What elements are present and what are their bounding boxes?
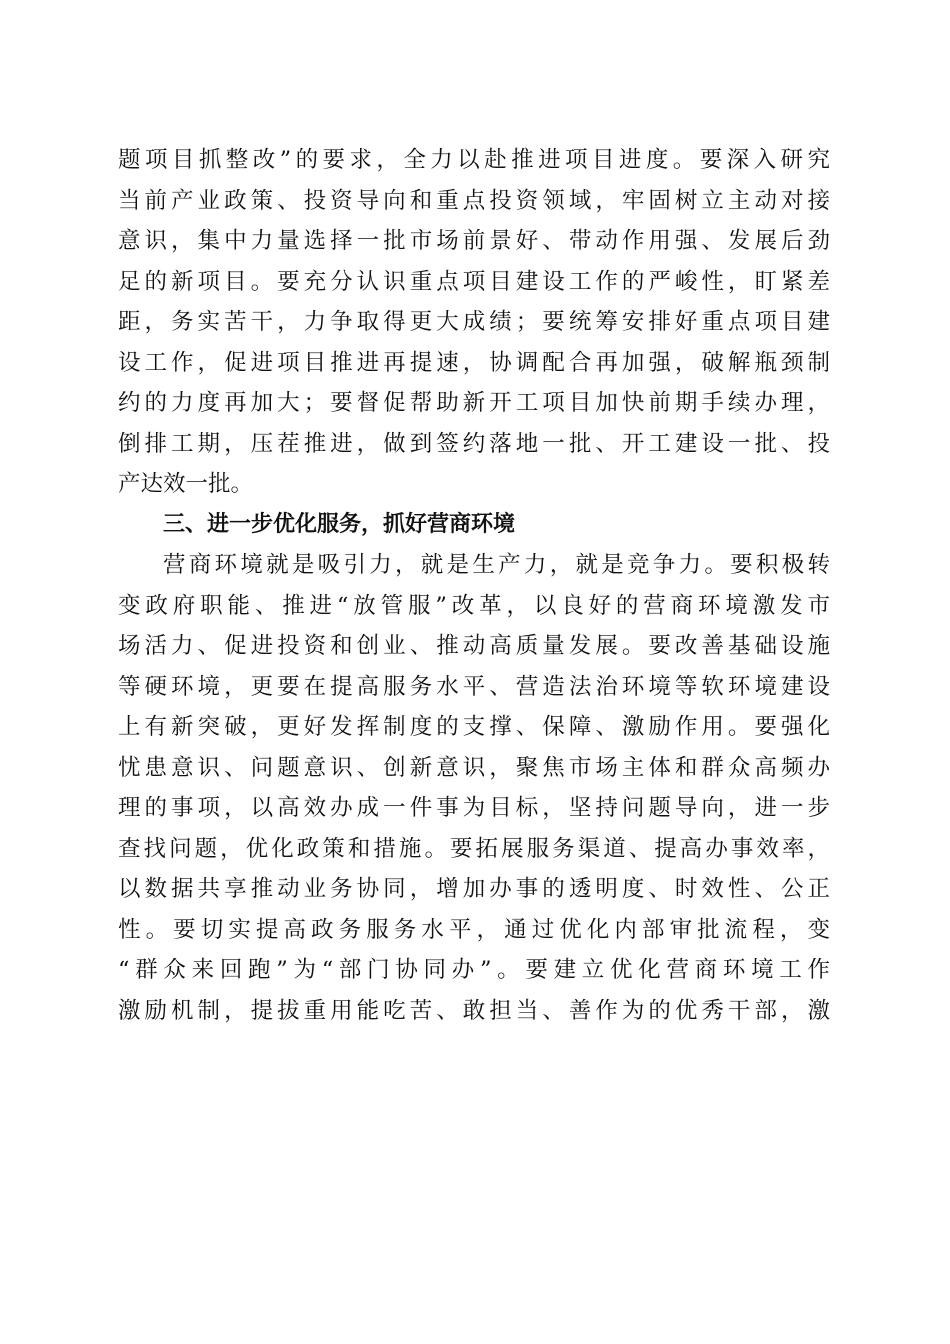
- text-line: 意识，集中力量选择一批市场前景好、带动作用强、发展后劲: [118, 228, 830, 254]
- text-line: 上有新突破，更好发挥制度的支撑、保障、激励作用。要强化: [118, 714, 830, 740]
- text-line: 题项目抓整改”的要求，全力以赴推进项目进度。要深入研究: [118, 147, 830, 173]
- section-heading: 三、进一步优化服务，抓好营商环境: [163, 511, 516, 537]
- text-line: 营商环境就是吸引力，就是生产力，就是竞争力。要积极转: [163, 552, 830, 578]
- text-line: “群众来回跑”为“部门协同办”。要建立优化营商环境工作: [118, 957, 830, 983]
- text-line: 设工作，促进项目推进再提速，协调配合再加强，破解瓶颈制: [118, 349, 830, 376]
- text-line: 足的新项目。要充分认识重点项目建设工作的严峻性，盯紧差: [118, 268, 830, 295]
- text-line: 倒排工期，压茬推进，做到签约落地一批、开工建设一批、投: [118, 430, 830, 457]
- text-line: 场活力、促进投资和创业、推动高质量发展。要改善基础设施: [118, 633, 830, 659]
- document-body: [118, 140, 830, 1031]
- text-line: 理的事项，以高效办成一件事为目标，坚持问题导向，进一步: [118, 795, 830, 821]
- text-line: 约的力度再加大；要督促帮助新开工项目加快前期手续办理，: [118, 390, 830, 416]
- text-line: 等硬环境，更要在提高服务水平、营造法治环境等软环境建设: [118, 673, 830, 700]
- text-line: 以数据共享推动业务协同，增加办事的透明度、时效性、公正: [118, 876, 830, 902]
- paragraph-project-progress: [118, 140, 830, 505]
- text-line: 性。要切实提高政务服务水平，通过优化内部审批流程，变: [118, 916, 830, 943]
- text-line: 激励机制，提拔重用能吃苦、敢担当、善作为的优秀干部，激: [118, 997, 830, 1024]
- text-line: 当前产业政策、投资导向和重点投资领域，牢固树立主动对接: [118, 187, 830, 214]
- text-line: 忧患意识、问题意识、创新意识，聚焦市场主体和群众高频办: [118, 754, 830, 781]
- text-line: 产达效一批。: [118, 471, 254, 497]
- paragraph-business-environment: [118, 545, 830, 1031]
- text-line: 变政府职能、推进“放管服”改革，以良好的营商环境激发市: [118, 592, 830, 619]
- text-line: 查找问题，优化政策和措施。要拓展服务渠道、提高办事效率，: [118, 835, 830, 862]
- text-line: 距，务实苦干，力争取得更大成绩；要统筹安排好重点项目建: [118, 309, 830, 335]
